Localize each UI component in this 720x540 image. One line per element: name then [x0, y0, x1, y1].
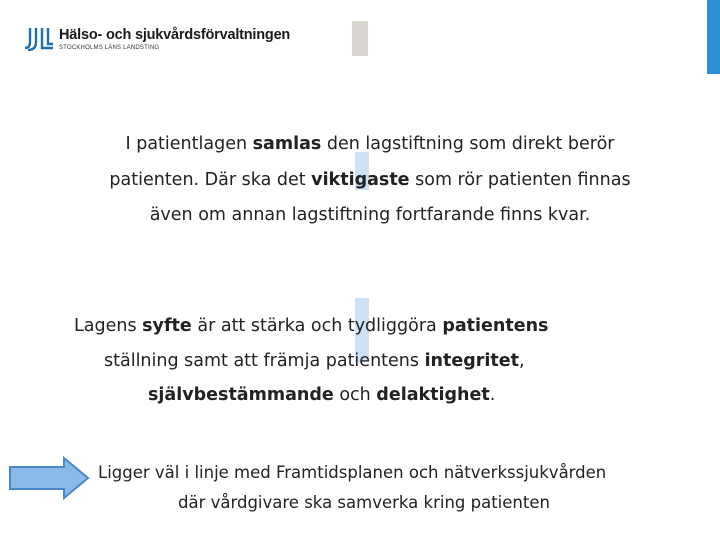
logo-subtitle: STOCKHOLMS LÄNS LANDSTING	[59, 45, 160, 51]
emphasis-text: viktigaste	[311, 169, 410, 190]
decorative-blue-edge	[707, 0, 720, 74]
paragraph-future-plan	[98, 458, 698, 518]
text-run: .	[489, 385, 496, 405]
text-run: patienten. Där ska det	[109, 169, 312, 190]
paragraph-line	[40, 378, 700, 413]
text-run: I patientlagen	[125, 134, 253, 154]
text-run: ,	[519, 350, 525, 371]
logo-title: Hälso- och sjukvårdsförvaltningen	[59, 27, 291, 43]
sll-logo-icon	[24, 26, 54, 52]
text-run: är att stärka och tydliggöra	[191, 316, 443, 336]
text-run: Lagens	[74, 316, 143, 336]
right-arrow-icon	[8, 456, 90, 500]
paragraph-line: Ligger väl i linje med Framtidsplanen och nätverkssjukvården	[98, 463, 607, 482]
paragraph-line	[40, 344, 700, 379]
paragraph-line: där vårdgivare ska samverka kring patienten	[178, 493, 550, 512]
paragraph-line	[40, 163, 700, 199]
paragraph-line	[40, 127, 700, 163]
text-run: ställning samt att främja patientens	[104, 350, 425, 371]
emphasis-text: delaktighet	[376, 385, 490, 405]
emphasis-text: patientens	[442, 316, 549, 336]
paragraph-line: även om annan lagstiftning fortfarande finns kvar.	[149, 205, 591, 225]
organization-logo	[24, 24, 314, 56]
text-run: och	[333, 385, 377, 405]
paragraph-patient-law	[40, 127, 700, 234]
emphasis-text: självbestämmande	[148, 385, 334, 405]
emphasis-text: syfte	[142, 316, 192, 336]
paragraph-line	[40, 309, 700, 344]
paragraph-law-purpose	[40, 309, 700, 413]
emphasis-text: samlas	[252, 134, 322, 154]
emphasis-text: integritet	[424, 350, 520, 371]
text-run: som rör patienten finnas	[409, 169, 631, 190]
decorative-gray-tab	[352, 21, 368, 56]
text-run: den lagstiftning som direkt berör	[321, 134, 615, 154]
